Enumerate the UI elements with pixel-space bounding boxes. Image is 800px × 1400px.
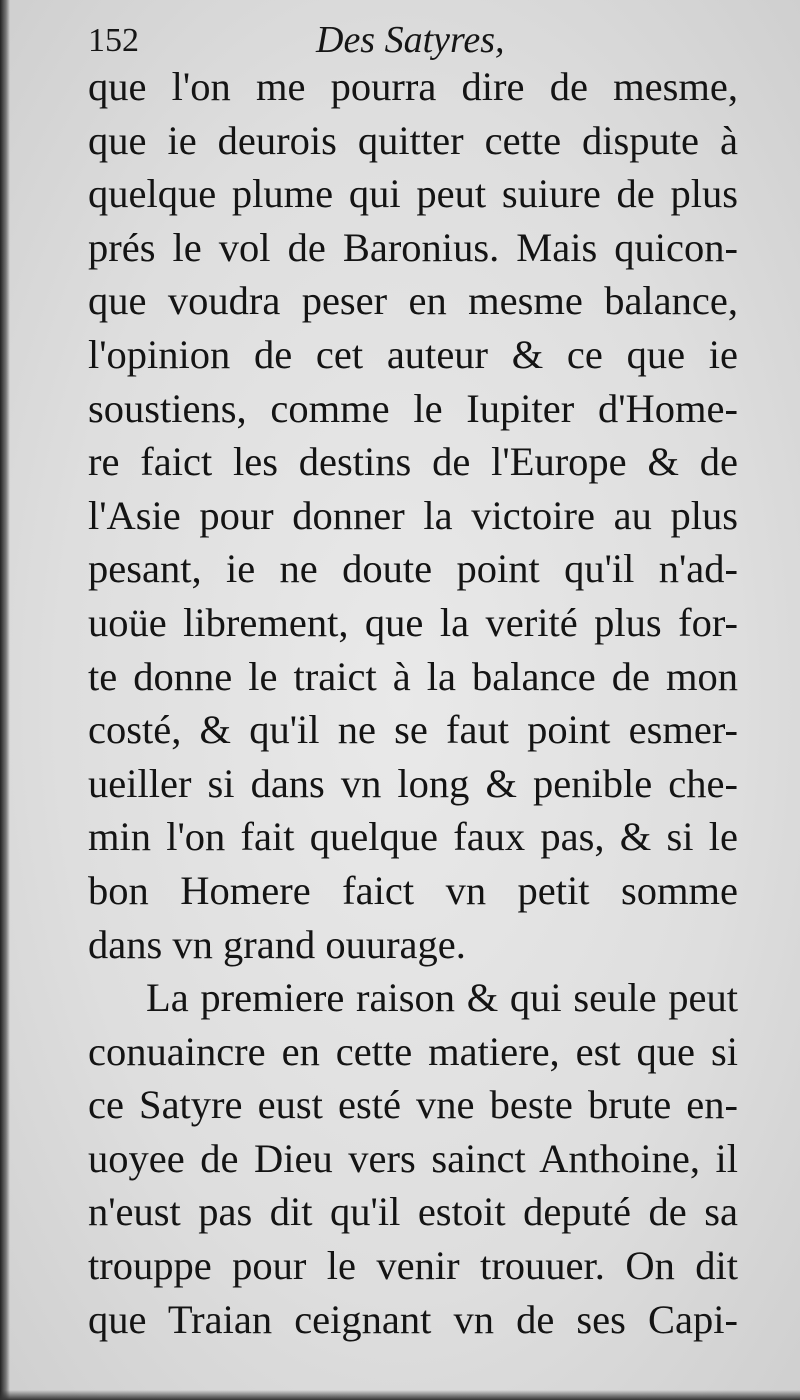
text-line: costé, & qu'il ne se faut point esmer-	[88, 707, 738, 753]
text-line: uoüe librement, que la verité plus for-	[88, 599, 738, 645]
page-left-edge-shadow	[0, 0, 10, 1400]
text-line: uoyee de Dieu vers sainct Anthoine, il	[88, 1135, 738, 1181]
text-line: n'eust pas dit qu'il estoit deputé de sa	[88, 1189, 738, 1235]
text-line: soustiens, comme le Iupiter d'Home-	[88, 385, 738, 431]
text-line: te donne le traict à la balance de mon	[88, 653, 738, 699]
text-line: que voudra peser en mesme balance,	[88, 278, 738, 324]
text-line: conuaincre en cette matiere, est que si	[88, 1028, 738, 1074]
running-head: Des Satyres,	[316, 19, 505, 61]
page-bottom-edge-shadow	[0, 1390, 800, 1400]
text-line: re faict les destins de l'Europe & de	[88, 439, 738, 485]
text-line: que ie deurois quitter cette dispute à	[88, 117, 738, 163]
text-line: ueiller si dans vn long & penible che-	[88, 760, 738, 806]
text-line: dans vn grand ouurage.	[88, 921, 466, 967]
text-line: min l'on fait quelque faux pas, & si le	[88, 814, 738, 860]
text-line: que l'on me pourra dire de mesme,	[88, 64, 738, 109]
text-line: bon Homere faict vn petit somme	[88, 867, 738, 913]
body-text	[88, 60, 738, 1346]
page-number: 152	[88, 22, 139, 59]
text-line: La premiere raison & qui seule peut	[146, 975, 738, 1021]
text-line: l'Asie pour donner la victoire au plus	[88, 492, 738, 538]
text-line: quelque plume qui peut suiure de plus	[88, 171, 738, 217]
text-line: que Traian ceignant vn de ses Capi-	[88, 1296, 738, 1342]
text-line: pesant, ie ne doute point qu'il n'ad-	[88, 546, 738, 592]
text-line: trouppe pour le venir trouuer. On dit	[88, 1243, 738, 1289]
text-line: prés le vol de Baronius. Mais quicon-	[88, 224, 738, 270]
text-line: ce Satyre eust esté vne beste brute en-	[88, 1082, 738, 1128]
text-line: l'opinion de cet auteur & ce que ie	[88, 331, 738, 377]
